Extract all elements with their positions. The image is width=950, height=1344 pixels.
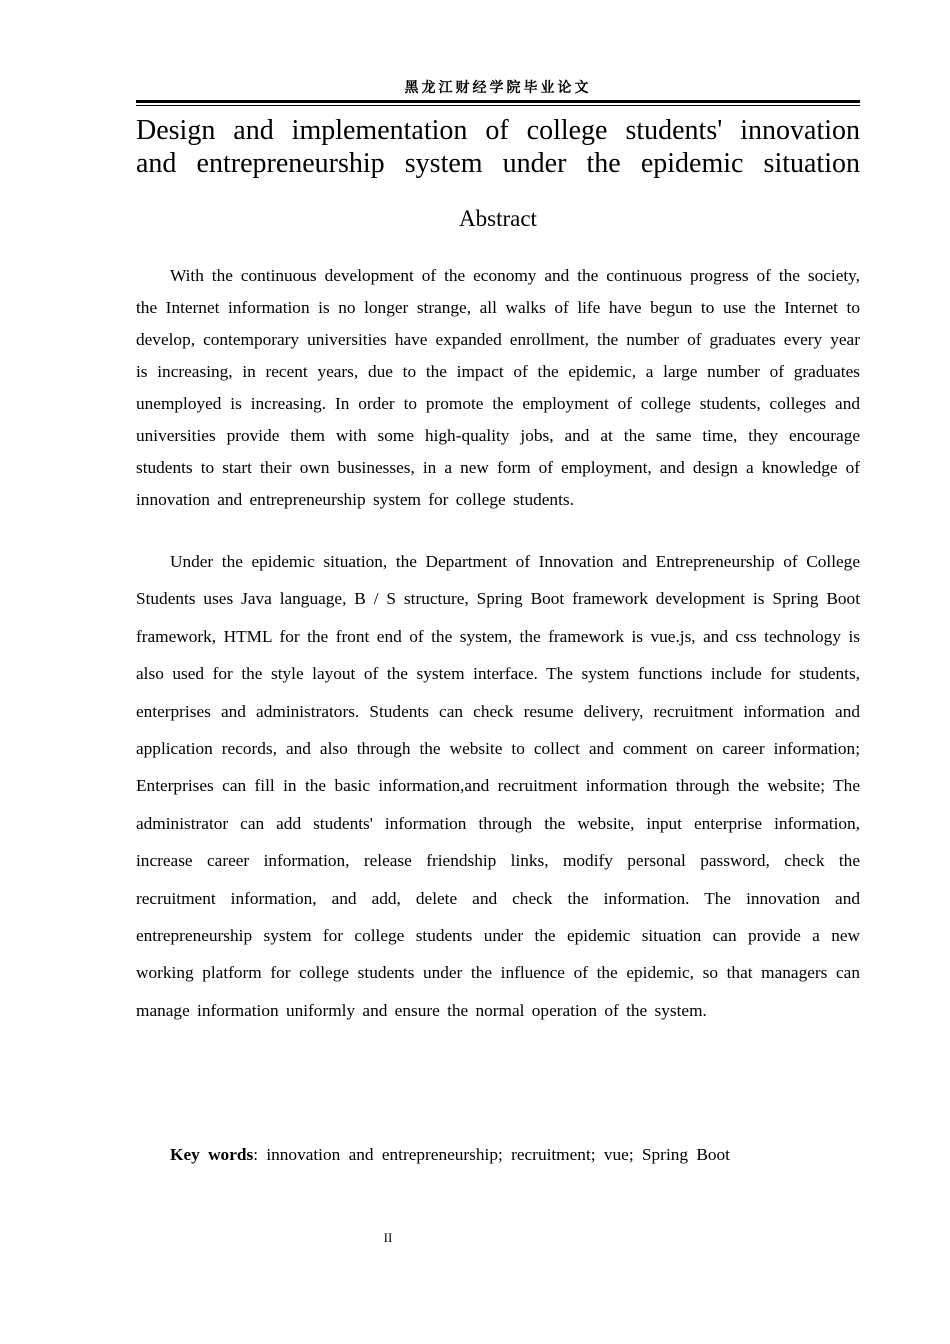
header-rule-thin xyxy=(136,105,860,106)
paper-title xyxy=(136,114,860,180)
header-rule-thick xyxy=(136,100,860,103)
keywords-label: Key words xyxy=(170,1145,254,1164)
abstract-paragraph-2: Under the epidemic situation, the Department of Innovation and Entrepreneurship of College Students uses Java language, B / S structure, Spring Boot framework development is Spring Boot framework, HTML for the front end of the system, the framework is vue.js, and css technology is also used for the style layout of the system interface. The system functions include for students, enterprises and administrators. Students can check resume delivery, recruitment information and application records, and also through the website to collect and comment on career information; Enterprises can fill in the basic information,and recruitment information through the website; The administrator can add students' information through the website, input enterprise information, increase career information, release friendship links, modify personal password, check the recruitment information, and add, delete and check the information. The innovation and entrepreneurship system for college students under the epidemic situation can provide a new working platform for college students under the influence of the epidemic, so that managers can manage information uniformly and ensure the normal operation of the system. xyxy=(136,552,860,1020)
page-number: II xyxy=(383,1230,393,1245)
running-header: 黑龙江财经学院毕业论文 xyxy=(404,80,592,96)
title-line-1: Design and implementation of college students' innovation xyxy=(136,115,860,146)
keywords-separator: : xyxy=(253,1145,259,1164)
keywords-value: innovation and entrepreneurship; recruitment; vue; Spring Boot xyxy=(266,1145,730,1164)
keywords-line xyxy=(170,1140,860,1170)
title-line-2: and entrepreneurship system under the epidemic situation xyxy=(136,148,860,179)
abstract-paragraph-1: With the continuous development of the economy and the continuous progress of the society, the Internet information is no longer strange, all walks of life have begun to use the Internet to develop, contemporary universities have expanded enrollment, the number of graduates every year is increasing, in recent years, due to the impact of the epidemic, a large number of graduates unemployed is increasing. In order to promote the employment of college students, colleges and universities provide them with some high-quality jobs, and at the same time, they encourage students to start their own businesses, in a new form of employment, and design a knowledge of innovation and entrepreneurship system for college students. xyxy=(136,266,860,509)
abstract-heading: Abstract xyxy=(459,206,537,231)
